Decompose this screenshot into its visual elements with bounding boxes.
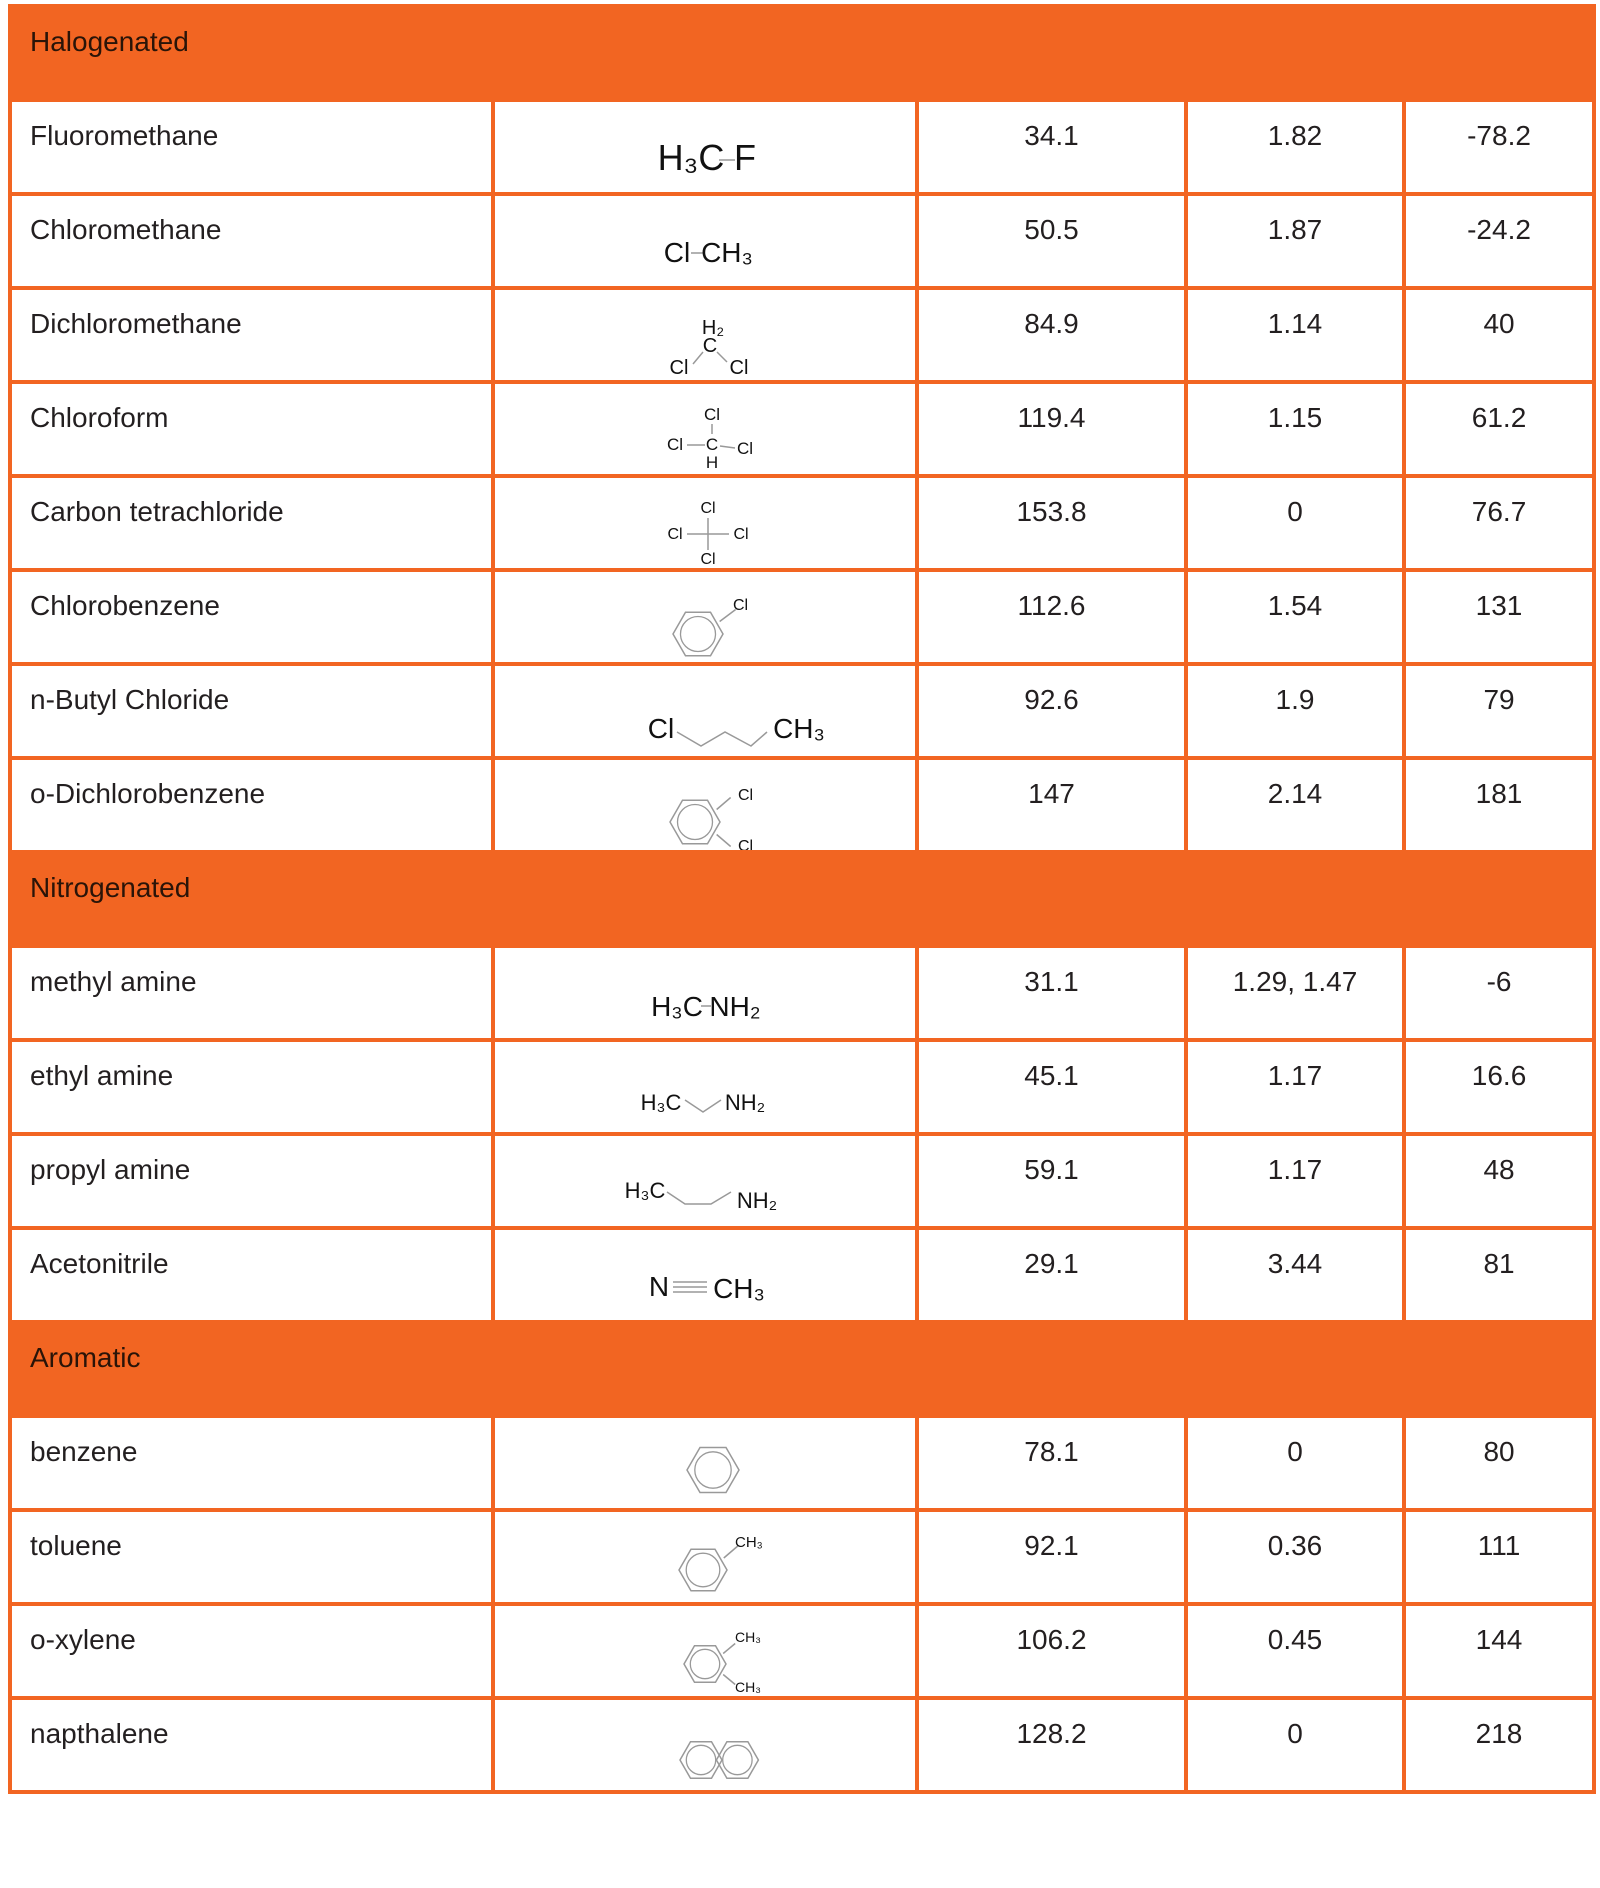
compound-name: Chlorobenzene [10, 570, 493, 664]
table-row [10, 1134, 1594, 1228]
value-cell-0: 119.4 [917, 382, 1186, 476]
solvent-table [8, 4, 1596, 1794]
atom-label: Cl [700, 551, 716, 568]
bond-line [720, 446, 735, 448]
value-cell-1: 0 [1186, 476, 1404, 570]
section-header-row [10, 852, 1594, 946]
structure-methylamine-icon [495, 948, 919, 1038]
structure-naphthalene-icon [495, 1700, 919, 1790]
value-cell-0: 153.8 [917, 476, 1186, 570]
value-cell-0: 59.1 [917, 1134, 1186, 1228]
compound-name: o-xylene [10, 1604, 493, 1698]
atom-label: F [734, 137, 756, 178]
compound-name: Fluoromethane [10, 100, 493, 194]
table-row [10, 664, 1594, 758]
compound-name: Chloromethane [10, 194, 493, 288]
value-cell-0: 92.1 [917, 1510, 1186, 1604]
table-row [10, 288, 1594, 382]
atom-label: H₃C [651, 991, 703, 1022]
value-cell-1: 0.45 [1186, 1604, 1404, 1698]
compound-name: propyl amine [10, 1134, 493, 1228]
value-cell-2: 218 [1404, 1698, 1594, 1792]
value-cell-2: 111 [1404, 1510, 1594, 1604]
compound-name: Acetonitrile [10, 1228, 493, 1322]
value-cell-2: 40 [1404, 288, 1594, 382]
compound-name: Carbon tetrachloride [10, 476, 493, 570]
atom-label: H₃C [624, 1178, 666, 1203]
structure-cell [493, 1416, 917, 1510]
value-cell-1: 0 [1186, 1698, 1404, 1792]
value-cell-2: 181 [1404, 758, 1594, 852]
atom-label: NH₂ [724, 1090, 766, 1115]
value-cell-1: 1.17 [1186, 1134, 1404, 1228]
structure-cell [493, 1228, 917, 1322]
table-row [10, 1416, 1594, 1510]
value-cell-1: 1.9 [1186, 664, 1404, 758]
atom-label: C [705, 435, 719, 454]
table-row [10, 1510, 1594, 1604]
structure-cell [493, 1604, 917, 1698]
structure-cell [493, 382, 917, 476]
structure-benzene-icon [495, 1418, 919, 1508]
compound-name: methyl amine [10, 946, 493, 1040]
value-cell-2: 16.6 [1404, 1040, 1594, 1134]
bond-line [685, 1100, 721, 1112]
structure-toluene-icon [495, 1512, 919, 1602]
bond-line [717, 798, 731, 810]
structure-dichloromethane-icon [495, 290, 919, 380]
structure-ccl4-icon [495, 478, 919, 568]
table-row [10, 1040, 1594, 1134]
value-cell-1: 1.29, 1.47 [1186, 946, 1404, 1040]
atom-label: Cl [733, 597, 749, 614]
section-header-row [10, 6, 1594, 100]
section-title: Halogenated [10, 6, 1594, 100]
compound-name: n-Butyl Chloride [10, 664, 493, 758]
atom-label: NH₂ [709, 991, 761, 1022]
structure-cell [493, 288, 917, 382]
structure-cell [493, 946, 917, 1040]
value-cell-2: 81 [1404, 1228, 1594, 1322]
table-row [10, 946, 1594, 1040]
atom-label: Cl [736, 439, 754, 458]
atom-label: NH₂ [736, 1188, 778, 1213]
bond-line [723, 1644, 735, 1654]
atom-label: Cl [663, 237, 691, 268]
structure-cell [493, 570, 917, 664]
value-cell-0: 31.1 [917, 946, 1186, 1040]
atom-label: H₃C [640, 1090, 682, 1115]
structure-cell [493, 476, 917, 570]
structure-cell [493, 1698, 917, 1792]
atom-label: N [648, 1271, 670, 1302]
atom-label: H₃C [657, 137, 725, 178]
value-cell-0: 147 [917, 758, 1186, 852]
value-cell-2: 76.7 [1404, 476, 1594, 570]
structure-chloroform-icon [495, 384, 919, 474]
value-cell-1: 1.15 [1186, 382, 1404, 476]
atom-label: H₂ [701, 317, 725, 339]
structure-ethylamine-icon [495, 1042, 919, 1132]
structure-propylamine-icon [495, 1136, 919, 1226]
structure-cell [493, 194, 917, 288]
structure-cell [493, 664, 917, 758]
table-row [10, 1698, 1594, 1792]
compound-name: benzene [10, 1416, 493, 1510]
value-cell-2: 61.2 [1404, 382, 1594, 476]
atom-label: Cl [733, 526, 749, 543]
atom-label: Cl [729, 357, 749, 379]
value-cell-0: 84.9 [917, 288, 1186, 382]
structure-odichlorobenzene-icon [495, 760, 919, 850]
table-row [10, 382, 1594, 476]
table-row [10, 758, 1594, 852]
structure-chloromethane-icon [495, 196, 919, 286]
aromatic-ring [686, 1553, 720, 1587]
value-cell-2: 80 [1404, 1416, 1594, 1510]
bond-line [677, 732, 767, 746]
value-cell-0: 106.2 [917, 1604, 1186, 1698]
value-cell-2: -6 [1404, 946, 1594, 1040]
value-cell-0: 34.1 [917, 100, 1186, 194]
atom-label: CH₃ [773, 713, 825, 744]
value-cell-0: 128.2 [917, 1698, 1186, 1792]
structure-cell [493, 1510, 917, 1604]
compound-name: Chloroform [10, 382, 493, 476]
value-cell-1: 0.36 [1186, 1510, 1404, 1604]
bond-line [717, 835, 731, 847]
table-row [10, 570, 1594, 664]
value-cell-1: 0 [1186, 1416, 1404, 1510]
value-cell-0: 78.1 [917, 1416, 1186, 1510]
aromatic-ring [681, 617, 716, 652]
structure-butylchloride-icon [495, 666, 919, 756]
atom-label: Cl [647, 713, 675, 744]
compound-name: toluene [10, 1510, 493, 1604]
atom-label: CH₃ [735, 1534, 763, 1551]
value-cell-1: 2.14 [1186, 758, 1404, 852]
atom-label: Cl [669, 357, 689, 379]
structure-chlorobenzene-icon [495, 572, 919, 662]
value-cell-2: 144 [1404, 1604, 1594, 1698]
atom-label: CH₃ [713, 1273, 765, 1304]
compound-name: o-Dichlorobenzene [10, 758, 493, 852]
value-cell-1: 1.54 [1186, 570, 1404, 664]
table-row [10, 100, 1594, 194]
compound-name: Dichloromethane [10, 288, 493, 382]
atom-label: Cl [667, 526, 683, 543]
compound-name: ethyl amine [10, 1040, 493, 1134]
atom-label: C [702, 335, 718, 357]
bond-line [693, 352, 703, 364]
value-cell-2: -78.2 [1404, 100, 1594, 194]
table-row [10, 194, 1594, 288]
aromatic-ring [723, 1745, 752, 1774]
value-cell-0: 50.5 [917, 194, 1186, 288]
value-cell-2: 79 [1404, 664, 1594, 758]
structure-oxylene-icon [495, 1606, 919, 1696]
value-cell-1: 1.87 [1186, 194, 1404, 288]
structure-fluoromethane-icon [495, 102, 919, 192]
atom-label: Cl [738, 787, 754, 804]
bond-line [723, 1675, 735, 1685]
aromatic-ring [695, 1452, 731, 1488]
section-title: Nitrogenated [10, 852, 1594, 946]
value-cell-1: 1.14 [1186, 288, 1404, 382]
compound-name: napthalene [10, 1698, 493, 1792]
table-row [10, 1604, 1594, 1698]
table-row [10, 1228, 1594, 1322]
structure-cell [493, 1134, 917, 1228]
atom-label: CH₃ [735, 1679, 761, 1695]
value-cell-2: 131 [1404, 570, 1594, 664]
aromatic-ring [686, 1745, 715, 1774]
atom-label: Cl [700, 500, 716, 517]
value-cell-0: 112.6 [917, 570, 1186, 664]
atom-label: Cl [666, 435, 684, 454]
aromatic-ring [690, 1649, 719, 1678]
aromatic-ring [678, 805, 713, 840]
atom-label: CH₃ [735, 1629, 761, 1645]
bond-line [667, 1192, 731, 1204]
atom-label: Cl [703, 405, 721, 424]
value-cell-2: -24.2 [1404, 194, 1594, 288]
table-row [10, 476, 1594, 570]
structure-cell [493, 100, 917, 194]
value-cell-2: 48 [1404, 1134, 1594, 1228]
value-cell-1: 1.17 [1186, 1040, 1404, 1134]
structure-cell [493, 1040, 917, 1134]
value-cell-1: 1.82 [1186, 100, 1404, 194]
value-cell-0: 29.1 [917, 1228, 1186, 1322]
structure-acetonitrile-icon [495, 1230, 919, 1320]
value-cell-1: 3.44 [1186, 1228, 1404, 1322]
structure-cell [493, 758, 917, 852]
value-cell-0: 45.1 [917, 1040, 1186, 1134]
atom-label: H [705, 453, 719, 472]
value-cell-0: 92.6 [917, 664, 1186, 758]
bond-line [717, 352, 727, 362]
section-title: Aromatic [10, 1322, 1594, 1416]
atom-label: CH₃ [701, 237, 753, 268]
atom-label: Cl [738, 838, 754, 850]
section-header-row [10, 1322, 1594, 1416]
